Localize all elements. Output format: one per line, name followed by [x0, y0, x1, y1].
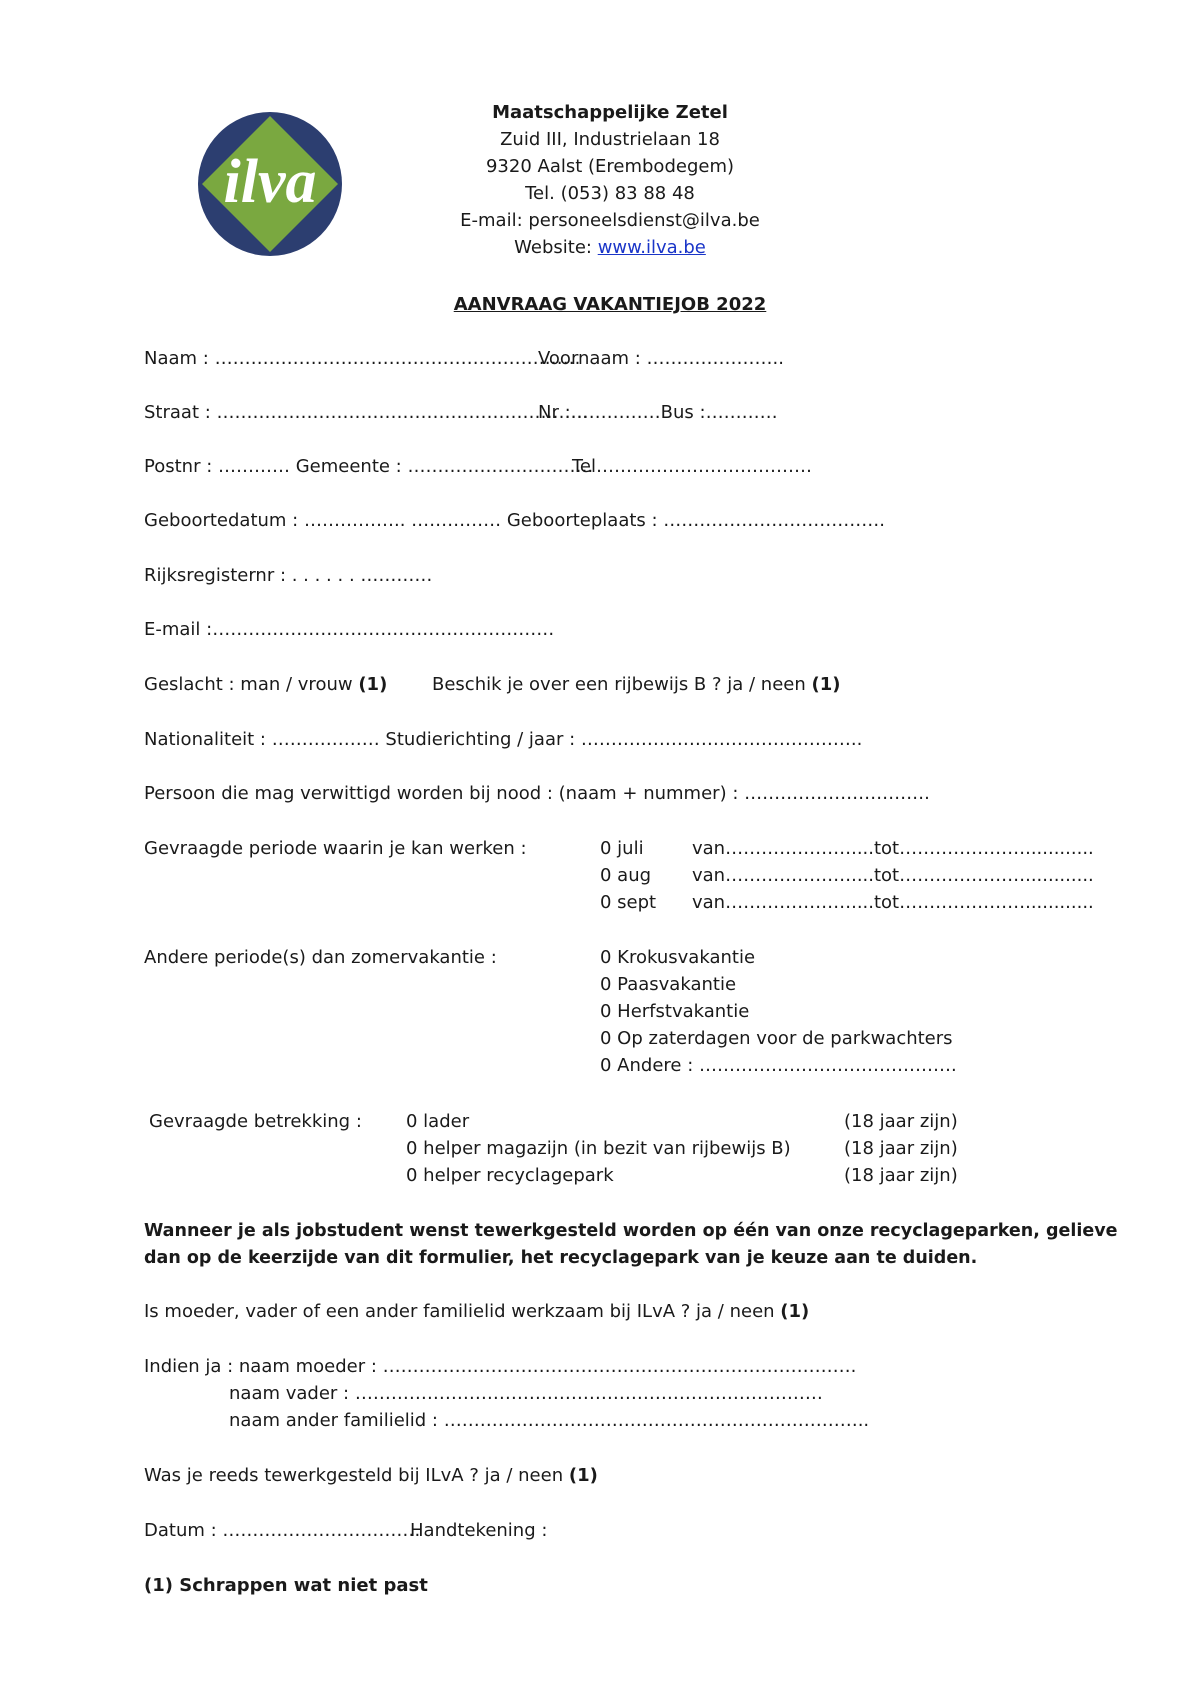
betrekking-note: (18 jaar zijn)	[844, 1138, 958, 1159]
vader-field[interactable]: naam vader : ……………………………………………………………………	[229, 1383, 823, 1404]
notice-line-1: Wanneer je als jobstudent wenst tewerkgesteld worden op één van onze recyclageparken, gelieve	[144, 1221, 1118, 1241]
naam-field[interactable]: Naam : …………………………………………………….	[144, 348, 581, 369]
familie-label: Is moeder, vader of een ander familielid werkzaam bij ILvA ? ja / neen	[144, 1301, 781, 1322]
betrekking-note: (18 jaar zijn)	[844, 1111, 958, 1132]
period-month[interactable]: 0 juli	[600, 838, 644, 859]
andere-option[interactable]: 0 Andere : …………………………………….	[600, 1055, 957, 1076]
logo-text: ilva	[223, 148, 317, 216]
period-range[interactable]: van…………………....tot…………………............	[692, 865, 1094, 886]
betrekking-label: Gevraagde betrekking :	[149, 1111, 362, 1132]
website-line	[400, 235, 820, 261]
nationaliteit-field[interactable]: Nationaliteit : ……………… Studierichting / jaar : ………………………………………..	[144, 729, 863, 750]
andere-option[interactable]: 0 Paasvakantie	[600, 974, 737, 995]
familie-note: (1)	[780, 1301, 810, 1322]
notice-line-2: dan op de keerzijde van dit formulier, het recyclagepark van je keuze aan te duiden.	[144, 1248, 978, 1268]
ilva-logo	[196, 110, 344, 258]
website-label: Website:	[514, 237, 598, 258]
reeds-label: Was je reeds tewerkgesteld bij ILvA ? ja / neen	[144, 1465, 569, 1486]
phone-line: Tel. (053) 83 88 48	[525, 183, 695, 204]
moeder-field[interactable]: Indien ja : naam moeder : …………………………………………………………………….	[144, 1356, 857, 1377]
geslacht-label: Geslacht : man / vrouw	[144, 674, 359, 695]
periode-label: Gevraagde periode waarin je kan werken :	[144, 838, 527, 859]
rijbewijs-field[interactable]	[432, 672, 840, 698]
betrekking-option[interactable]: 0 lader	[406, 1111, 470, 1132]
postnr-gemeente-field[interactable]: Postnr : ………… Gemeente : ………………………….	[144, 456, 594, 477]
familie-field[interactable]	[144, 1299, 809, 1325]
rijksregisternr-field[interactable]: Rijksregisternr : . . . . . . …………	[144, 565, 433, 586]
betrekking-option[interactable]: 0 helper recyclagepark	[406, 1165, 614, 1186]
nr-bus-field[interactable]: Nr :……………Bus :…………	[538, 402, 778, 423]
andere-option[interactable]: 0 Op zaterdagen voor de parkwachters	[600, 1028, 953, 1049]
reeds-field[interactable]	[144, 1463, 598, 1489]
period-range[interactable]: van…………………....tot…………………............	[692, 838, 1094, 859]
tel-field[interactable]: Tel………………………………	[572, 456, 813, 477]
rijbewijs-note: (1)	[811, 674, 841, 695]
betrekking-option[interactable]: 0 helper magazijn (in bezit van rijbewijs B)	[406, 1138, 791, 1159]
email-line: E-mail: personeelsdienst@ilva.be	[460, 210, 760, 231]
period-month[interactable]: 0 sept	[600, 892, 657, 913]
form-title: AANVRAAG VAKANTIEJOB 2022	[453, 294, 767, 315]
geboorte-field[interactable]: Geboortedatum : …………….. …………… Geboorteplaats : ……………………………….	[144, 510, 886, 531]
geslacht-field[interactable]	[144, 672, 387, 698]
handtekening-field[interactable]: Handtekening :	[410, 1520, 548, 1541]
period-range[interactable]: van…………………....tot…………………............	[692, 892, 1094, 913]
address-line-1: Zuid III, Industrielaan 18	[500, 129, 720, 150]
ander-familielid-field[interactable]: naam ander familielid : ……………………………………………………………..	[229, 1410, 870, 1431]
rijbewijs-label: Beschik je over een rijbewijs B ? ja / neen	[432, 674, 812, 695]
company-name: Maatschappelijke Zetel	[492, 102, 728, 123]
andere-option[interactable]: 0 Krokusvakantie	[600, 947, 756, 968]
andere-label: Andere periode(s) dan zomervakantie :	[144, 947, 497, 968]
website-link[interactable]: www.ilva.be	[597, 237, 706, 258]
andere-option[interactable]: 0 Herfstvakantie	[600, 1001, 750, 1022]
footnote: (1) Schrappen wat niet past	[144, 1575, 428, 1596]
datum-field[interactable]: Datum : ……………………………	[144, 1520, 421, 1541]
straat-field[interactable]: Straat : ……………………………………………………..	[144, 402, 588, 423]
period-month[interactable]: 0 aug	[600, 865, 652, 886]
address-line-2: 9320 Aalst (Erembodegem)	[485, 156, 735, 177]
betrekking-note: (18 jaar zijn)	[844, 1165, 958, 1186]
nood-field[interactable]: Persoon die mag verwittigd worden bij nood : (naam + nummer) : ………………………….	[144, 783, 930, 804]
email-field[interactable]: E-mail :…………………………………………………	[144, 619, 555, 640]
reeds-note: (1)	[568, 1465, 598, 1486]
geslacht-note: (1)	[358, 674, 388, 695]
voornaam-field[interactable]: Voornaam : …………………..	[538, 348, 784, 369]
